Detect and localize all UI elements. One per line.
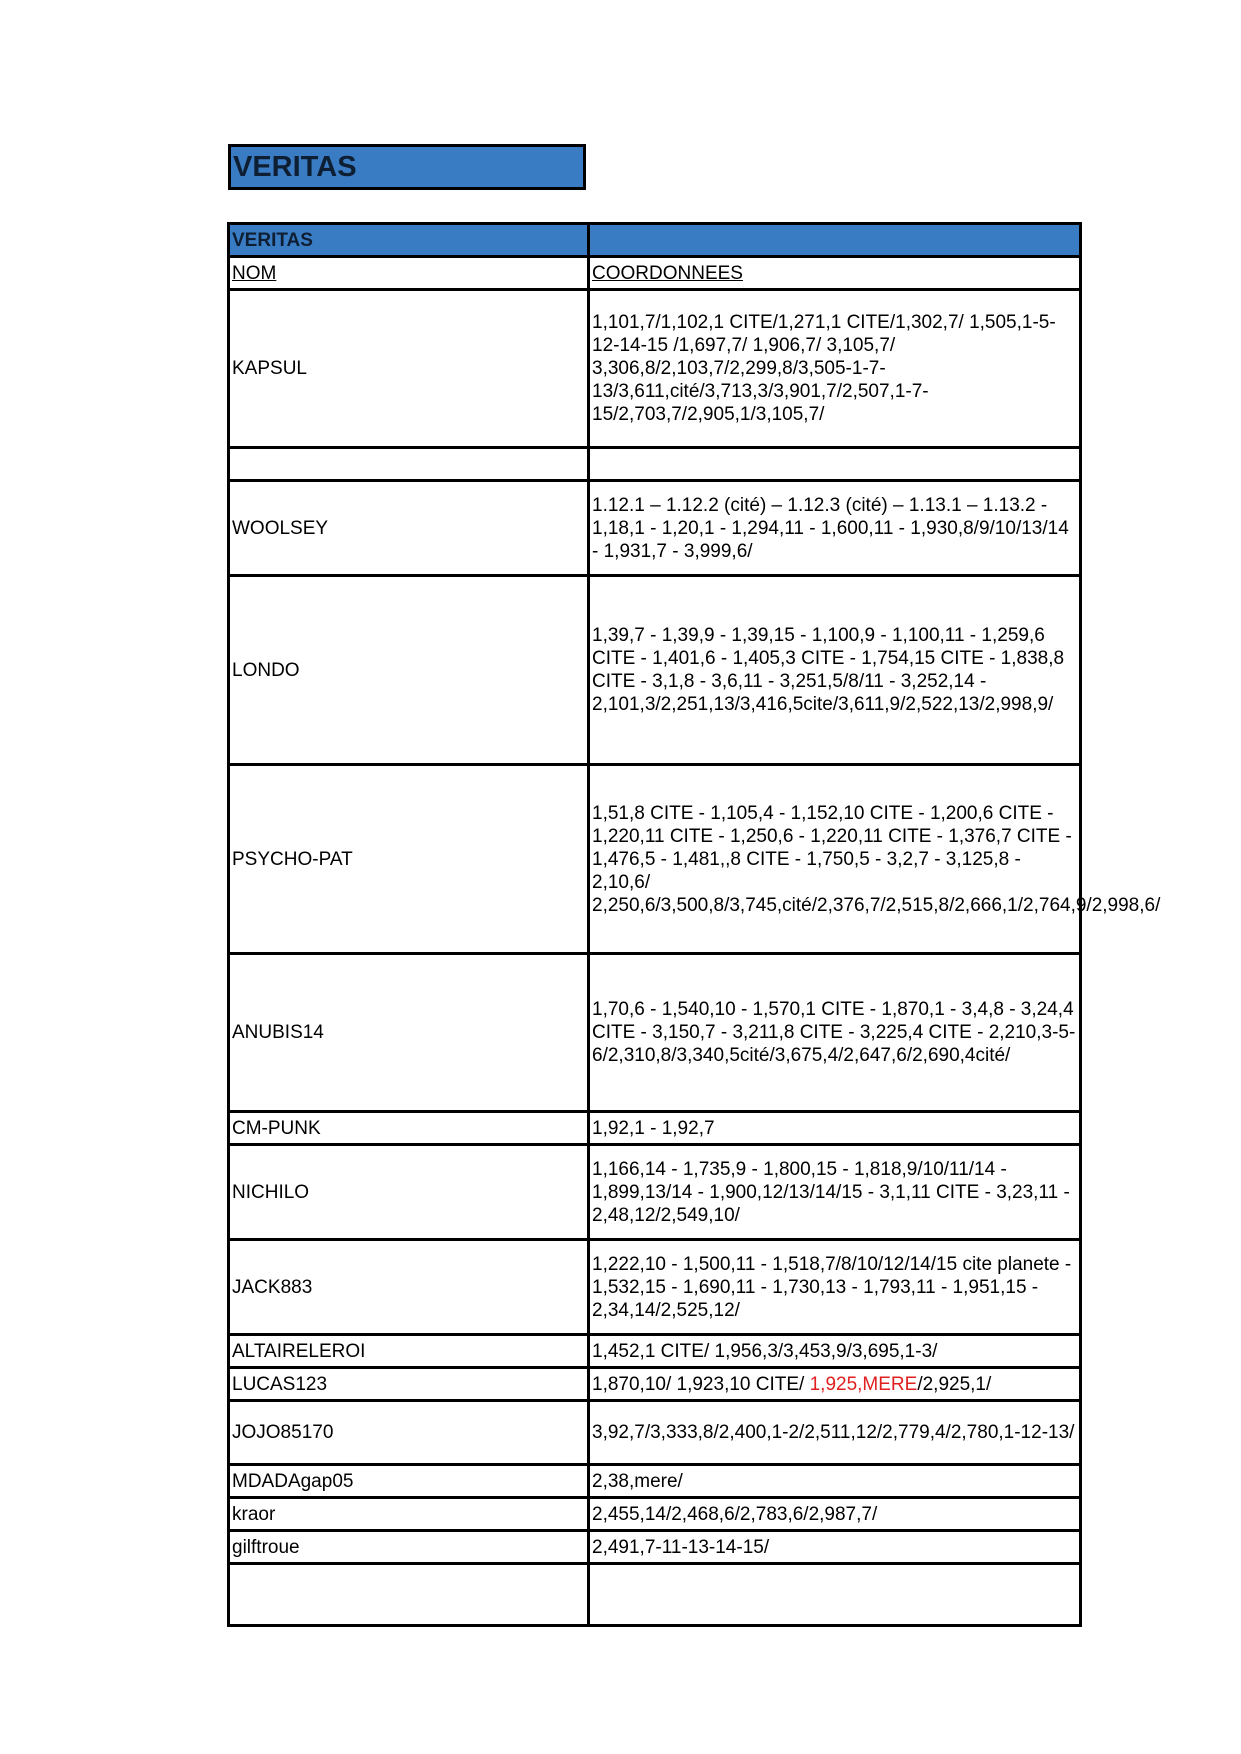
row-name: gilftroue bbox=[229, 1531, 589, 1564]
row-coords bbox=[589, 448, 1081, 481]
table-row bbox=[229, 290, 1081, 448]
row-name: NICHILO bbox=[229, 1145, 589, 1240]
table-row bbox=[229, 1498, 1081, 1531]
row-name: JOJO85170 bbox=[229, 1401, 589, 1465]
row-name: LONDO bbox=[229, 576, 589, 765]
row-name-empty bbox=[229, 1564, 589, 1626]
table-row bbox=[229, 1335, 1081, 1368]
row-coords: 1,101,7/1,102,1 CITE/1,271,1 CITE/1,302,7/ 1,505,1-5-12-14-15 /1,697,7/ 1,906,7/ 3,105,7/ 3,306,8/2,103,7/2,299,8/3,505-1-7-13/3,611,cité/3,713,3/3,901,7/2,507,1-7-15/2,703,7/2,905,1/3,105,7/ bbox=[589, 290, 1081, 448]
table-row bbox=[229, 1531, 1081, 1564]
table-row bbox=[229, 1145, 1081, 1240]
table-row-empty bbox=[229, 1564, 1081, 1626]
column-header-nom: NOM bbox=[229, 257, 589, 290]
row-coords: 1,92,1 - 1,92,7 bbox=[589, 1112, 1081, 1145]
row-name: kraor bbox=[229, 1498, 589, 1531]
column-header-coordonnees: COORDONNEES bbox=[589, 257, 1081, 290]
row-coords: 2,455,14/2,468,6/2,783,6/2,987,7/ bbox=[589, 1498, 1081, 1531]
coordinates-table bbox=[227, 222, 1161, 1627]
row-coords bbox=[589, 1368, 1081, 1401]
row-name: KAPSUL bbox=[229, 290, 589, 448]
table-header-empty bbox=[589, 224, 1081, 257]
row-coords: 1,70,6 - 1,540,10 - 1,570,1 CITE - 1,870,1 - 3,4,8 - 3,24,4 CITE - 3,150,7 - 3,211,8 CITE - 3,225,4 CITE - 2,210,3-5-6/2,310,8/3,340,5cité/3,675,4/2,647,6/2,690,4cité/ bbox=[589, 954, 1081, 1112]
table-row bbox=[229, 448, 1081, 481]
row-name: CM-PUNK bbox=[229, 1112, 589, 1145]
row-coords: 1,51,8 CITE - 1,105,4 - 1,152,10 CITE - 1,200,6 CITE - 1,220,11 CITE - 1,250,6 - 1,220,11 CITE - 1,376,7 CITE - 1,476,5 - 1,481,,8 CITE - 1,750,5 - 3,2,7 - 3,125,8 - 2,10,6/ 2,250,6/3,500,8/3,745,cité/2,376,7/2,515,8/2,666,1/2,764,9/2,998,6/ bbox=[589, 765, 1081, 954]
row-name: LUCAS123 bbox=[229, 1368, 589, 1401]
row-name: ANUBIS14 bbox=[229, 954, 589, 1112]
row-coords-empty bbox=[589, 1564, 1081, 1626]
table-row bbox=[229, 1465, 1081, 1498]
row-coords-part-a: 1,870,10/ 1,923,10 CITE/ bbox=[592, 1373, 810, 1395]
row-name: PSYCHO-PAT bbox=[229, 765, 589, 954]
column-header-row bbox=[229, 257, 1081, 290]
table-row bbox=[229, 1368, 1081, 1401]
row-coords-highlight: 1,925,MERE bbox=[809, 1373, 918, 1395]
row-coords: 2,38,mere/ bbox=[589, 1465, 1081, 1498]
table-header-label: VERITAS bbox=[229, 224, 589, 257]
table-row bbox=[229, 765, 1081, 954]
row-coords: 2,491,7-11-13-14-15/ bbox=[589, 1531, 1081, 1564]
row-coords: 1,166,14 - 1,735,9 - 1,800,15 - 1,818,9/10/11/14 - 1,899,13/14 - 1,900,12/13/14/15 - 3,1,11 CITE - 3,23,11 - 2,48,12/2,549,10/ bbox=[589, 1145, 1081, 1240]
row-name: MDADAgap05 bbox=[229, 1465, 589, 1498]
table-row bbox=[229, 1401, 1081, 1465]
row-name: WOOLSEY bbox=[229, 481, 589, 576]
table-row bbox=[229, 954, 1081, 1112]
table-row bbox=[229, 481, 1081, 576]
row-coords: 1,452,1 CITE/ 1,956,3/3,453,9/3,695,1-3/ bbox=[589, 1335, 1081, 1368]
row-coords: 1.12.1 – 1.12.2 (cité) – 1.12.3 (cité) – 1.13.1 – 1.13.2 - 1,18,1 - 1,20,1 - 1,294,11 - 1,600,11 - 1,930,8/9/10/13/14 - 1,931,7 - 3,999,6/ bbox=[589, 481, 1081, 576]
table-row bbox=[229, 1240, 1081, 1335]
row-name: JACK883 bbox=[229, 1240, 589, 1335]
row-coords: 3,92,7/3,333,8/2,400,1-2/2,511,12/2,779,4/2,780,1-12-13/ bbox=[589, 1401, 1081, 1465]
row-name bbox=[229, 448, 589, 481]
row-coords: 1,39,7 - 1,39,9 - 1,39,15 - 1,100,9 - 1,100,11 - 1,259,6 CITE - 1,401,6 - 1,405,3 CITE - 1,754,15 CITE - 1,838,8 CITE - 3,1,8 - 3,6,11 - 3,251,5/8/11 - 3,252,14 - 2,101,3/2,251,13/3,416,5cite/3,611,9/2,522,13/2,998,9/ bbox=[589, 576, 1081, 765]
row-coords-part-b: /2,925,1/ bbox=[917, 1373, 992, 1395]
table-row bbox=[229, 1112, 1081, 1145]
row-name: ALTAIRELEROI bbox=[229, 1335, 589, 1368]
table-header-row bbox=[229, 224, 1081, 257]
table-row bbox=[229, 576, 1081, 765]
row-coords: 1,222,10 - 1,500,11 - 1,518,7/8/10/12/14/15 cite planete - 1,532,15 - 1,690,11 - 1,730,13 - 1,793,11 - 1,951,15 - 2,34,14/2,525,12/ bbox=[589, 1240, 1081, 1335]
page-title: VERITAS bbox=[228, 144, 586, 190]
